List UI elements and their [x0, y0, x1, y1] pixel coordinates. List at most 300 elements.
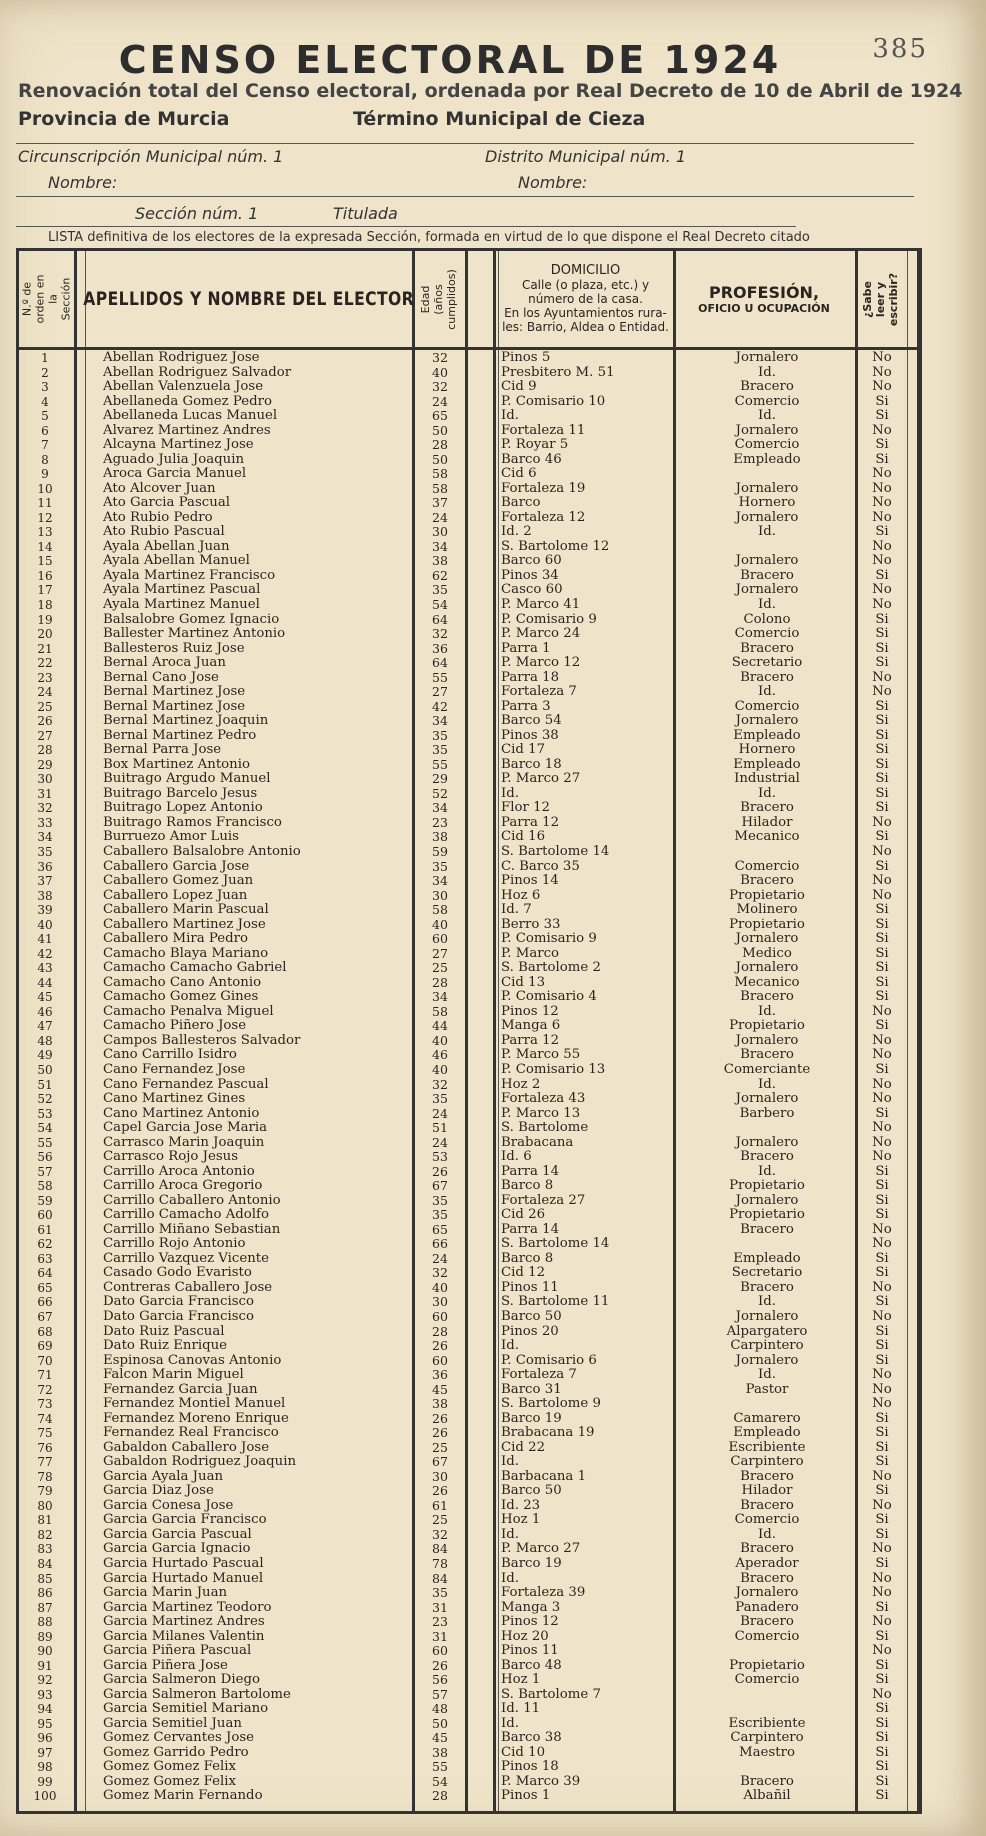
- elector-name: Gomez Gomez Felix: [103, 1774, 237, 1789]
- elector-name: Caballero Lopez Juan: [103, 888, 248, 903]
- elector-age: 64: [432, 656, 448, 671]
- elector-profession: Hornero: [738, 496, 796, 511]
- elector-profession: Escribiente: [728, 1716, 806, 1731]
- elector-profession: Bracero: [740, 568, 794, 583]
- elector-address: Id.: [501, 409, 519, 424]
- elector-literacy: Si: [875, 1208, 889, 1223]
- row-number: 36: [37, 859, 53, 874]
- electors-table: [16, 248, 922, 1814]
- table-row: [19, 613, 917, 627]
- elector-literacy: Si: [875, 1251, 889, 1266]
- table-row: [19, 1630, 917, 1644]
- row-number: 19: [37, 612, 53, 627]
- elector-name: Dato Garcia Francisco: [103, 1309, 254, 1324]
- elector-literacy: No: [872, 1237, 892, 1252]
- row-number: 69: [37, 1339, 53, 1354]
- table-row: [19, 1586, 917, 1600]
- elector-age: 26: [432, 1339, 448, 1354]
- table-row: [19, 1034, 917, 1048]
- elector-profession: Jornalero: [735, 1586, 799, 1601]
- elector-name: Garcia Hurtado Pascual: [103, 1556, 264, 1571]
- elector-address: P. Royar 5: [501, 438, 569, 453]
- row-number: 30: [37, 772, 53, 787]
- elector-age: 24: [432, 510, 448, 525]
- elector-profession: Mecanico: [734, 975, 800, 990]
- elector-age: 61: [432, 1498, 448, 1513]
- elector-age: 40: [432, 1062, 448, 1077]
- row-number: 16: [37, 568, 53, 583]
- row-number: 39: [37, 903, 53, 918]
- row-number: 28: [37, 743, 53, 758]
- table-row: [19, 1136, 917, 1150]
- elector-name: Carrillo Rojo Antonio: [103, 1237, 246, 1252]
- row-number: 3: [41, 380, 49, 395]
- elector-address: Barco 31: [501, 1382, 562, 1397]
- elector-name: Cano Carrillo Isidro: [103, 1048, 237, 1063]
- page-title: CENSO ELECTORAL DE 1924: [118, 38, 782, 82]
- table-row: [19, 1354, 917, 1368]
- elector-age: 52: [432, 786, 448, 801]
- row-number: 49: [37, 1048, 53, 1063]
- elector-address: Hoz 2: [501, 1077, 541, 1092]
- row-number: 60: [37, 1208, 53, 1223]
- elector-literacy: Si: [875, 1760, 889, 1775]
- table-row: [19, 1513, 917, 1527]
- table-row: [19, 656, 917, 670]
- elector-literacy: No: [872, 1615, 892, 1630]
- elector-age: 34: [432, 714, 448, 729]
- row-number: 75: [37, 1426, 53, 1441]
- elector-name: Garcia Salmeron Bartolome: [103, 1687, 291, 1702]
- elector-literacy: Si: [875, 438, 889, 453]
- elector-age: 34: [432, 801, 448, 816]
- elector-name: Fernandez Moreno Enrique: [103, 1411, 289, 1426]
- table-row: [19, 990, 917, 1004]
- elector-profession: Bracero: [740, 1469, 794, 1484]
- row-number: 29: [37, 757, 53, 772]
- elector-name: Carrillo Camacho Adolfo: [103, 1208, 269, 1223]
- elector-profession: Jornalero: [735, 510, 799, 525]
- elector-name: Cano Fernandez Jose: [103, 1062, 246, 1077]
- elector-name: Garcia Ayala Juan: [103, 1469, 224, 1484]
- elector-profession: Industrial: [734, 772, 800, 787]
- elector-address: S. Bartolome 7: [501, 1687, 601, 1702]
- row-number: 5: [41, 409, 49, 424]
- elector-name: Garcia Hurtado Manuel: [103, 1571, 264, 1586]
- elector-age: 24: [432, 1106, 448, 1121]
- elector-age: 44: [432, 1019, 448, 1034]
- elector-profession: Propietario: [729, 917, 805, 932]
- elector-literacy: Si: [875, 1716, 889, 1731]
- table-row: [19, 816, 917, 830]
- row-number: 98: [37, 1760, 53, 1775]
- elector-name: Contreras Caballero Jose: [103, 1280, 273, 1295]
- header-domicilio: DOMICILIO: [550, 263, 621, 278]
- elector-name: Bernal Martinez Joaquin: [103, 714, 269, 729]
- elector-name: Fernandez Montiel Manuel: [103, 1397, 286, 1412]
- elector-age: 36: [432, 1368, 448, 1383]
- elector-literacy: Si: [875, 1702, 889, 1717]
- table-row: [19, 1644, 917, 1658]
- elector-name: Aguado Julia Joaquin: [103, 452, 245, 467]
- elector-profession: Bracero: [740, 670, 794, 685]
- elector-literacy: Si: [875, 1164, 889, 1179]
- elector-name: Carrillo Aroca Gregorio: [103, 1179, 263, 1194]
- elector-literacy: No: [872, 554, 892, 569]
- elector-name: Box Martinez Antonio: [103, 757, 250, 772]
- elector-age: 31: [432, 1629, 448, 1644]
- elector-address: P. Marco 27: [501, 772, 581, 787]
- elector-address: P. Comisario 6: [501, 1353, 597, 1368]
- row-number: 87: [37, 1600, 53, 1615]
- table-row: [19, 1601, 917, 1615]
- table-row: [19, 801, 917, 815]
- elector-address: Barco: [501, 496, 541, 511]
- row-number: 88: [37, 1615, 53, 1630]
- elector-address: P. Marco 12: [501, 656, 581, 671]
- elector-address: P. Marco 55: [501, 1048, 581, 1063]
- elector-address: Pinos 12: [501, 1004, 559, 1019]
- elector-address: P. Marco: [501, 946, 560, 961]
- elector-name: Garcia Conesa Jose: [103, 1498, 234, 1513]
- elector-literacy: Si: [875, 917, 889, 932]
- elector-profession: Maestro: [739, 1745, 795, 1760]
- elector-address: Barco 8: [501, 1251, 554, 1266]
- table-row: [19, 1702, 917, 1716]
- row-number: 77: [37, 1455, 53, 1470]
- elector-literacy: Si: [875, 612, 889, 627]
- divider: [16, 226, 796, 227]
- elector-address: Barco 50: [501, 1309, 562, 1324]
- elector-name: Buitrago Ramos Francisco: [103, 815, 282, 830]
- elector-age: 84: [432, 1571, 448, 1586]
- list-description: LISTA definitiva de los electores de la expresada Sección, formada en virtud de lo que dispone el Real Decreto citado: [48, 230, 810, 245]
- table-row: [19, 1731, 917, 1745]
- elector-age: 32: [432, 1527, 448, 1542]
- table-row: [19, 671, 917, 685]
- elector-literacy: Si: [875, 1556, 889, 1571]
- elector-profession: Jornalero: [735, 714, 799, 729]
- elector-name: Abellaneda Gomez Pedro: [103, 394, 272, 409]
- elector-age: 28: [432, 1789, 448, 1804]
- elector-literacy: No: [872, 1309, 892, 1324]
- row-number: 55: [37, 1135, 53, 1150]
- elector-name: Cano Martinez Antonio: [103, 1106, 260, 1121]
- header-domicilio-l1: Calle (o plaza, etc.) y: [521, 278, 650, 292]
- elector-profession: Empleado: [733, 452, 801, 467]
- elector-profession: Id.: [758, 786, 776, 801]
- elector-profession: Propietario: [729, 1179, 805, 1194]
- elector-address: Fortaleza 39: [501, 1586, 586, 1601]
- header-age: Edad (años cumplidos): [419, 268, 458, 330]
- row-number: 13: [37, 525, 53, 540]
- table-row: [19, 1179, 917, 1193]
- elector-address: Id.: [501, 1571, 519, 1586]
- elector-profession: Bracero: [740, 1048, 794, 1063]
- elector-profession: Id.: [758, 409, 776, 424]
- elector-address: Cid 12: [501, 1266, 546, 1281]
- elector-age: 38: [432, 1745, 448, 1760]
- elector-literacy: Si: [875, 1673, 889, 1688]
- elector-profession: Pastor: [745, 1382, 789, 1397]
- elector-age: 58: [432, 481, 448, 496]
- row-number: 12: [37, 510, 53, 525]
- table-row: [19, 1078, 917, 1092]
- elector-age: 26: [432, 1484, 448, 1499]
- elector-age: 54: [432, 1774, 448, 1789]
- elector-literacy: No: [872, 423, 892, 438]
- table-row: [19, 1295, 917, 1309]
- elector-name: Espinosa Canovas Antonio: [103, 1353, 282, 1368]
- elector-name: Ato Rubio Pedro: [103, 510, 213, 525]
- row-number: 1: [41, 351, 49, 365]
- row-number: 33: [37, 815, 53, 830]
- elector-literacy: Si: [875, 1339, 889, 1354]
- elector-address: Barco 19: [501, 1411, 562, 1426]
- elector-profession: Bracero: [740, 1222, 794, 1237]
- province-line: [18, 108, 646, 130]
- elector-profession: Comercio: [734, 699, 800, 714]
- elector-profession: Colono: [743, 612, 791, 627]
- table-row: [19, 1150, 917, 1164]
- row-number: 41: [37, 932, 53, 947]
- elector-profession: Jornalero: [735, 1092, 799, 1107]
- row-number: 94: [37, 1702, 53, 1717]
- elector-name: Carrillo Vazquez Vicente: [103, 1251, 270, 1266]
- elector-age: 56: [432, 1673, 448, 1688]
- row-number: 85: [37, 1571, 53, 1586]
- elector-address: Casco 60: [501, 583, 563, 598]
- elector-literacy: Si: [875, 757, 889, 772]
- elector-profession: Jornalero: [735, 554, 799, 569]
- elector-address: Fortaleza 7: [501, 685, 577, 700]
- elector-profession: Propietario: [729, 888, 805, 903]
- elector-literacy: Si: [875, 1353, 889, 1368]
- header-profesion: PROFESIÓN,: [708, 283, 820, 302]
- elector-literacy: Si: [875, 1658, 889, 1673]
- table-row: [19, 1572, 917, 1586]
- elector-name: Buitrago Argudo Manuel: [103, 772, 271, 787]
- table-row: [19, 1717, 917, 1731]
- elector-literacy: Si: [875, 1179, 889, 1194]
- row-number: 32: [37, 801, 53, 816]
- elector-name: Buitrago Barcelo Jesus: [103, 786, 258, 801]
- elector-name: Ayala Martinez Francisco: [103, 568, 276, 583]
- row-number: 27: [37, 728, 53, 743]
- elector-age: 35: [432, 1586, 448, 1601]
- elector-address: P. Comisario 13: [501, 1062, 606, 1077]
- elector-name: Ayala Abellan Manuel: [103, 554, 250, 569]
- elector-name: Garcia Marin Juan: [103, 1586, 228, 1601]
- elector-age: 58: [432, 903, 448, 918]
- row-number: 23: [37, 670, 53, 685]
- nombre-right: Nombre:: [518, 173, 588, 192]
- elector-age: 30: [432, 1469, 448, 1484]
- table-row: [19, 1368, 917, 1382]
- elector-age: 45: [432, 1731, 448, 1746]
- elector-age: 64: [432, 612, 448, 627]
- elector-address: Pinos 14: [501, 874, 559, 889]
- elector-address: Barco 19: [501, 1556, 562, 1571]
- elector-address: P. Marco 13: [501, 1106, 581, 1121]
- table-row: [19, 874, 917, 888]
- elector-name: Cano Fernandez Pascual: [103, 1077, 269, 1092]
- elector-address: Barco 18: [501, 757, 562, 772]
- elector-literacy: Si: [875, 1731, 889, 1746]
- table-row: [19, 424, 917, 438]
- elector-name: Ato Rubio Pascual: [103, 525, 225, 540]
- row-number: 93: [37, 1687, 53, 1702]
- elector-name: Caballero Balsalobre Antonio: [103, 845, 301, 860]
- elector-profession: Jornalero: [735, 1135, 799, 1150]
- elector-literacy: Si: [875, 1600, 889, 1615]
- elector-literacy: Si: [875, 961, 889, 976]
- table-row: [19, 961, 917, 975]
- elector-profession: Id.: [758, 685, 776, 700]
- table-row: [19, 1441, 917, 1455]
- elector-literacy: Si: [875, 1019, 889, 1034]
- elector-age: 58: [432, 1004, 448, 1019]
- elector-age: 55: [432, 757, 448, 772]
- elector-literacy: Si: [875, 1295, 889, 1310]
- elector-address: Cid 9: [501, 380, 537, 395]
- elector-literacy: No: [872, 1033, 892, 1048]
- table-row: [19, 1557, 917, 1571]
- elector-literacy: No: [872, 1280, 892, 1295]
- elector-profession: Empleado: [733, 757, 801, 772]
- elector-name: Carrasco Rojo Jesus: [103, 1150, 239, 1165]
- divider: [16, 196, 914, 197]
- row-number: 61: [37, 1222, 53, 1237]
- elector-name: Ato Garcia Pascual: [103, 496, 230, 511]
- elector-literacy: No: [872, 845, 892, 860]
- row-number: 11: [37, 496, 53, 511]
- elector-profession: Secretario: [731, 1266, 803, 1281]
- elector-literacy: Si: [875, 714, 889, 729]
- elector-profession: Propietario: [729, 1019, 805, 1034]
- elector-literacy: Si: [875, 801, 889, 816]
- elector-address: Barco 38: [501, 1731, 562, 1746]
- table-row: [19, 845, 917, 859]
- elector-name: Ato Alcover Juan: [103, 481, 216, 496]
- row-number: 95: [37, 1716, 53, 1731]
- table-row: [19, 1455, 917, 1469]
- table-row: [19, 1397, 917, 1411]
- elector-address: Barco 54: [501, 714, 562, 729]
- elector-address: Id. 11: [501, 1702, 541, 1717]
- elector-address: S. Bartolome 12: [501, 539, 610, 554]
- table-row: [19, 1107, 917, 1121]
- elector-literacy: No: [872, 1077, 892, 1092]
- elector-age: 34: [432, 990, 448, 1005]
- elector-name: Casado Godo Evaristo: [103, 1266, 252, 1281]
- elector-literacy: Si: [875, 1106, 889, 1121]
- elector-age: 32: [432, 380, 448, 395]
- elector-age: 32: [432, 351, 448, 365]
- elector-address: Fortaleza 19: [501, 481, 586, 496]
- row-number: 78: [37, 1469, 53, 1484]
- elector-name: Camacho Cano Antonio: [103, 975, 262, 990]
- elector-age: 29: [432, 772, 448, 787]
- elector-address: Parra 14: [501, 1222, 560, 1237]
- table-row: [19, 1339, 917, 1353]
- elector-address: P. Marco 27: [501, 1542, 581, 1557]
- elector-age: 23: [432, 1615, 448, 1630]
- table-row: [19, 1325, 917, 1339]
- row-number: 21: [37, 641, 53, 656]
- elector-literacy: No: [872, 815, 892, 830]
- elector-name: Ayala Martinez Pascual: [103, 583, 261, 598]
- row-number: 7: [41, 438, 49, 453]
- elector-age: 25: [432, 1513, 448, 1528]
- elector-address: Hoz 1: [501, 1513, 541, 1528]
- table-row: [19, 1760, 917, 1774]
- elector-name: Gomez Garrido Pedro: [103, 1745, 249, 1760]
- elector-name: Ballester Martinez Antonio: [103, 627, 286, 642]
- table-row: [19, 1484, 917, 1498]
- row-number: 42: [37, 946, 53, 961]
- elector-profession: Jornalero: [735, 961, 799, 976]
- elector-address: Barco 60: [501, 554, 562, 569]
- elector-profession: Comerciante: [723, 1062, 811, 1077]
- row-number: 99: [37, 1774, 53, 1789]
- row-number: 50: [37, 1062, 53, 1077]
- elector-name: Dato Ruiz Pascual: [103, 1324, 225, 1339]
- elector-profession: Comercio: [734, 627, 800, 642]
- elector-literacy: No: [872, 685, 892, 700]
- elector-literacy: No: [872, 380, 892, 395]
- elector-address: Hoz 6: [501, 888, 541, 903]
- elector-name: Camacho Camacho Gabriel: [103, 961, 287, 976]
- table-row: [19, 918, 917, 932]
- row-number: 89: [37, 1629, 53, 1644]
- elector-profession: Jornalero: [735, 1033, 799, 1048]
- elector-name: Balsalobre Gomez Ignacio: [103, 612, 280, 627]
- table-row: [19, 467, 917, 481]
- elector-profession: Bracero: [740, 1542, 794, 1557]
- elector-address: P. Comisario 9: [501, 932, 597, 947]
- elector-age: 50: [432, 423, 448, 438]
- elector-name: Garcia Martinez Teodoro: [103, 1600, 272, 1615]
- table-row: [19, 1746, 917, 1760]
- elector-literacy: No: [872, 583, 892, 598]
- row-number: 17: [37, 583, 53, 598]
- row-number: 92: [37, 1673, 53, 1688]
- elector-name: Caballero Gomez Juan: [103, 874, 254, 889]
- table-row: [19, 1252, 917, 1266]
- elector-age: 25: [432, 1440, 448, 1455]
- elector-age: 35: [432, 583, 448, 598]
- elector-literacy: Si: [875, 568, 889, 583]
- elector-profession: Id.: [758, 598, 776, 612]
- table-row: [19, 1194, 917, 1208]
- elector-address: P. Comisario 10: [501, 394, 606, 409]
- table-row: [19, 453, 917, 467]
- elector-address: Manga 6: [501, 1019, 561, 1034]
- elector-profession: Comercio: [734, 1513, 800, 1528]
- elector-address: Pinos 34: [501, 568, 559, 583]
- nombre-left: Nombre:: [48, 173, 118, 192]
- elector-address: Cid 6: [501, 467, 537, 482]
- table-row: [19, 1615, 917, 1629]
- elector-literacy: No: [872, 1469, 892, 1484]
- elector-address: Pinos 12: [501, 1615, 559, 1630]
- elector-literacy: No: [872, 481, 892, 496]
- table-row: [19, 642, 917, 656]
- elector-age: 26: [432, 1411, 448, 1426]
- table-row: [19, 700, 917, 714]
- elector-profession: Bracero: [740, 1615, 794, 1630]
